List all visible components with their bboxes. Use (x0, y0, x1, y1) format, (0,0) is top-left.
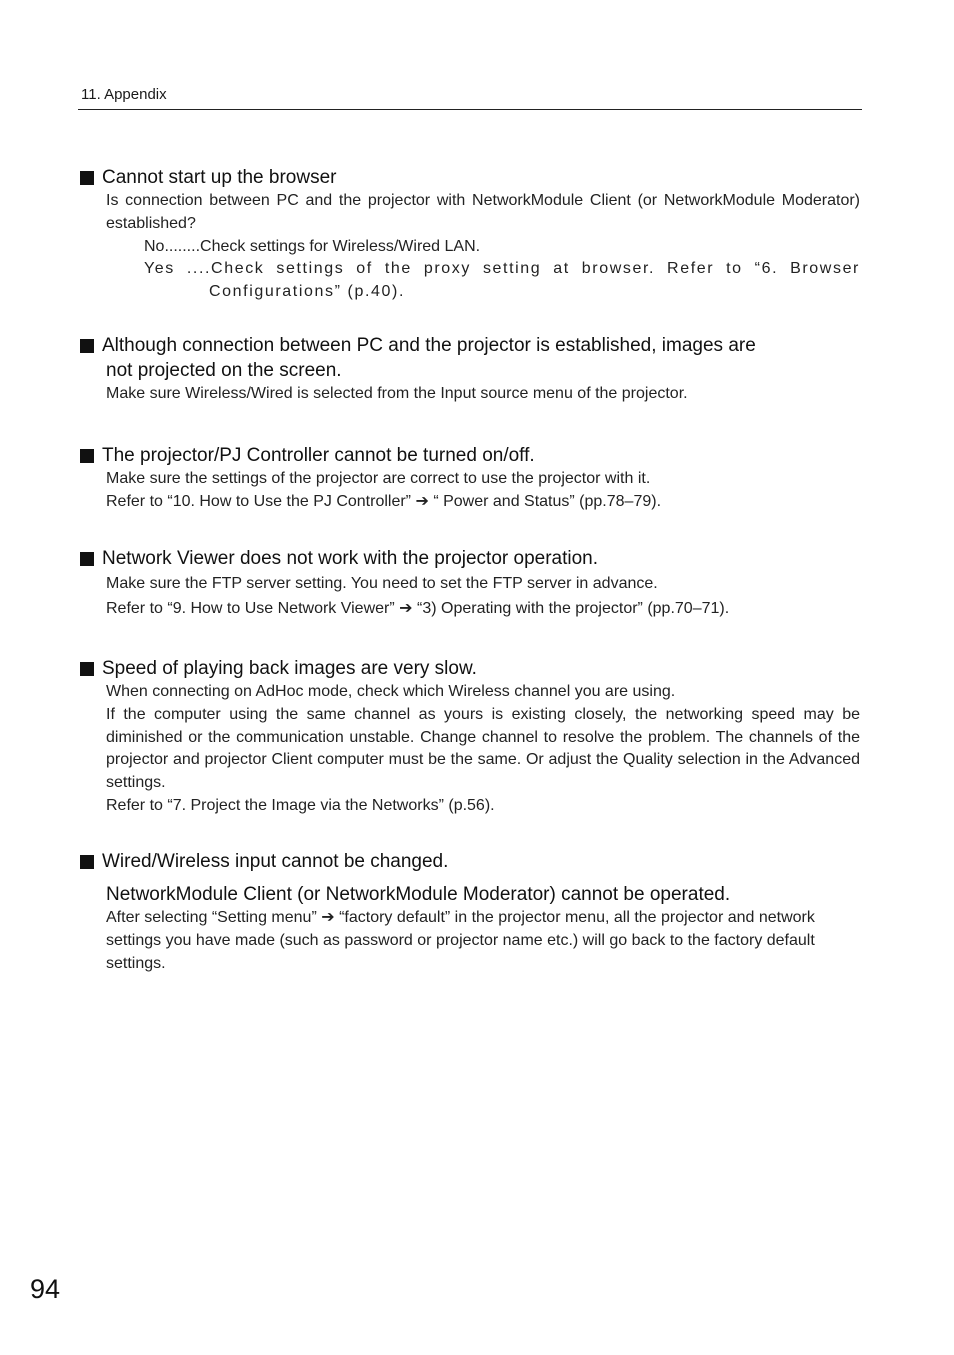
section-body (80, 383, 860, 406)
section-heading: Wired/Wireless input cannot be changed. (80, 849, 860, 874)
section-slow-playback (80, 656, 860, 818)
square-bullet-icon (80, 449, 94, 463)
page-header (78, 86, 862, 110)
section-body (80, 468, 860, 514)
section-heading: Speed of playing back images are very slow. (80, 656, 860, 681)
section-body (80, 571, 860, 621)
body-text: If the computer using the same channel as yours is existing closely, the networking speed may be diminished or the communication unstable. Change channel to resolve the problem. The channels of the projector and projector Client computer must be the same. Or adjust the Quality selection in the Advanced settings. (106, 705, 860, 792)
answer-yes: Yes ....Check settings of the proxy setting at browser. Refer to “6. Browser Configurations” (p.40). (144, 260, 860, 301)
reference-text: Refer to “7. Project the Image via the Networks” (p.56). (106, 796, 495, 814)
square-bullet-icon (80, 171, 94, 185)
body-text: Is connection between PC and the projector with NetworkModule Client (or NetworkModule Moderator) established? (106, 192, 860, 232)
reference-text: Refer to “10. How to Use the PJ Controller” ➔ “ Power and Status” (pp.78–79). (106, 492, 662, 510)
section-cannot-start-browser (80, 165, 860, 304)
chapter-title: 11. Appendix (81, 86, 167, 103)
section-pj-controller (80, 443, 860, 514)
body-text: Make sure the settings of the projector are correct to use the projector with it. (106, 470, 651, 487)
section-body (80, 907, 860, 975)
section-wired-wireless-input (80, 849, 860, 975)
section-heading: Although connection between PC and the projector is established, images are not projected on the screen. (80, 333, 860, 383)
section-body (80, 190, 860, 304)
square-bullet-icon (80, 855, 94, 869)
square-bullet-icon (80, 662, 94, 676)
square-bullet-icon (80, 339, 94, 353)
square-bullet-icon (80, 552, 94, 566)
right-arrow-icon: ➔ (321, 909, 335, 926)
answer-no: No........Check settings for Wireless/Wired LAN. (144, 237, 481, 255)
right-arrow-icon: ➔ (399, 600, 413, 617)
section-heading: Cannot start up the browser (80, 165, 860, 190)
body-text: Make sure the FTP server setting. You need to set the FTP server in advance. (106, 575, 658, 592)
section-subheading: NetworkModule Client (or NetworkModule Moderator) cannot be operated. (106, 884, 731, 905)
reference-text: Refer to “9. How to Use Network Viewer” ➔ “3) Operating with the projector” (pp.70–71). (106, 600, 730, 617)
right-arrow-icon: ➔ (415, 492, 429, 510)
section-images-not-projected (80, 333, 860, 406)
section-heading: The projector/PJ Controller cannot be turned on/off. (80, 443, 860, 468)
page-number: 94 (30, 1274, 61, 1304)
body-text: After selecting “Setting menu” ➔ “factory default” in the projector menu, all the projector and network settings you have made (such as password or projector name etc.) will go back to the factory default settings. (106, 909, 815, 972)
section-heading: Network Viewer does not work with the projector operation. (80, 546, 860, 571)
body-text: Make sure Wireless/Wired is selected from the Input source menu of the projector. (106, 385, 688, 402)
section-body (80, 681, 860, 818)
body-text: When connecting on AdHoc mode, check which Wireless channel you are using. (106, 683, 676, 700)
section-network-viewer (80, 546, 860, 621)
